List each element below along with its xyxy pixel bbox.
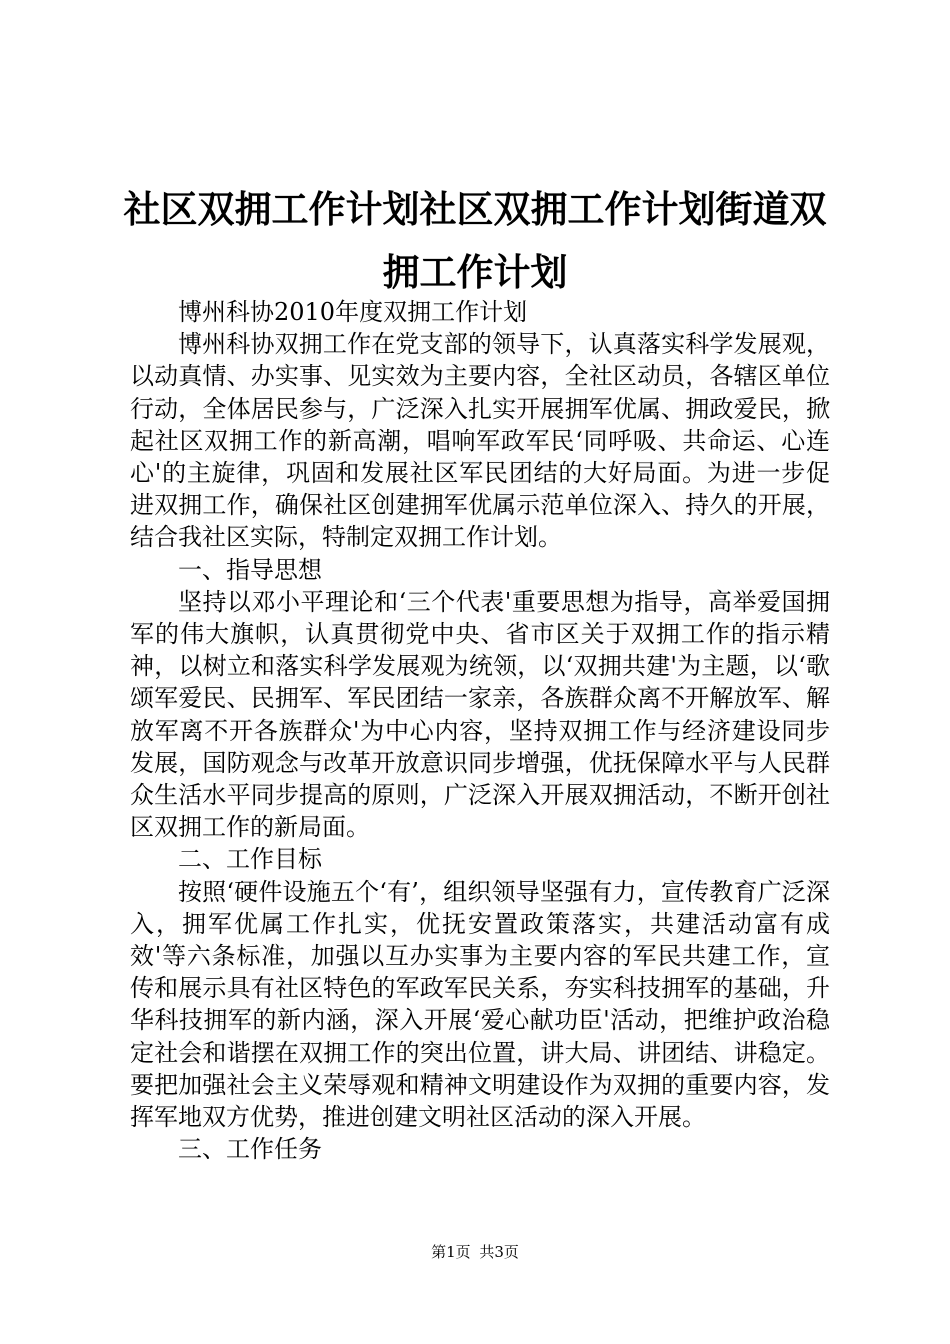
intro-paragraph: 博州科协双拥工作在党支部的领导下，认真落实科学发展观，以动真情、办实事、见实效为主要内容，全社区动员，各辖区单位行动，全体居民参与，广泛深入扎实开展拥军优属、拥政爱民，掀起社区双拥工作的新高潮，唱响军政军民‘同呼吸、共命运、心连心'的主旋律，巩固和发展社区军民团结的大好局面。为进一步促进双拥工作，确保社区创建拥军优属示范单位深入、持久的开展，结合我社区实际，特制定双拥工作计划。 xyxy=(130,330,830,552)
page-title: 社区双拥工作计划社区双拥工作计划街道双拥工作计划 xyxy=(123,188,827,294)
work-goals-paragraph: 按照‘硬件设施五个‘有’，组织领导坚强有力，宣传教育广泛深入，拥军优属工作扎实，优抚安置政策落实，共建活动富有成效'等六条标准，加强以互办实事为主要内容的军民共建工作，宣传和展示具有社区特色的军政军民关系，夯实科技拥军的基础，升华科技拥军的新内涵，深入开展‘爱心献功臣'活动，把维护政治稳定社会和谐摆在双拥工作的突出位置，讲大局、讲团结、讲稳定。要把加强社会主义荣辱观和精神文明建设作为双拥的重要内容，发挥军地双方优势，推进创建文明社区活动的深入开展。 xyxy=(130,877,830,1132)
guiding-thought-paragraph: 坚持以邓小平理论和‘三个代表'重要思想为指导，高举爱国拥军的伟大旗帜，认真贯彻党中央、省市区关于双拥工作的指示精神，以树立和落实科学发展观为统领，以‘双拥共建'为主题，以‘歌颂军爱民、民拥军、军民团结一家亲，各族群众离不开解放军、解放军离不开各族群众'为中心内容，坚持双拥工作与经济建设同步发展，国防观念与改革开放意识同步增强，优抚保障水平与人民群众生活水平同步提高的原则，广泛深入开展双拥活动，不断开创社区双拥工作的新局面。 xyxy=(130,587,830,842)
page-number: 第1页 xyxy=(431,1243,471,1261)
subtitle-paragraph: 博州科协2010年度双拥工作计划 xyxy=(178,298,528,326)
page-total: 共3页 xyxy=(479,1243,519,1261)
section-heading-work-tasks: 三、工作任务 xyxy=(178,1135,322,1164)
section-heading-guiding-thought: 一、指导思想 xyxy=(178,555,322,584)
section-heading-work-goals: 二、工作目标 xyxy=(178,845,322,874)
document-body xyxy=(130,296,830,1165)
page-footer xyxy=(0,1242,950,1262)
